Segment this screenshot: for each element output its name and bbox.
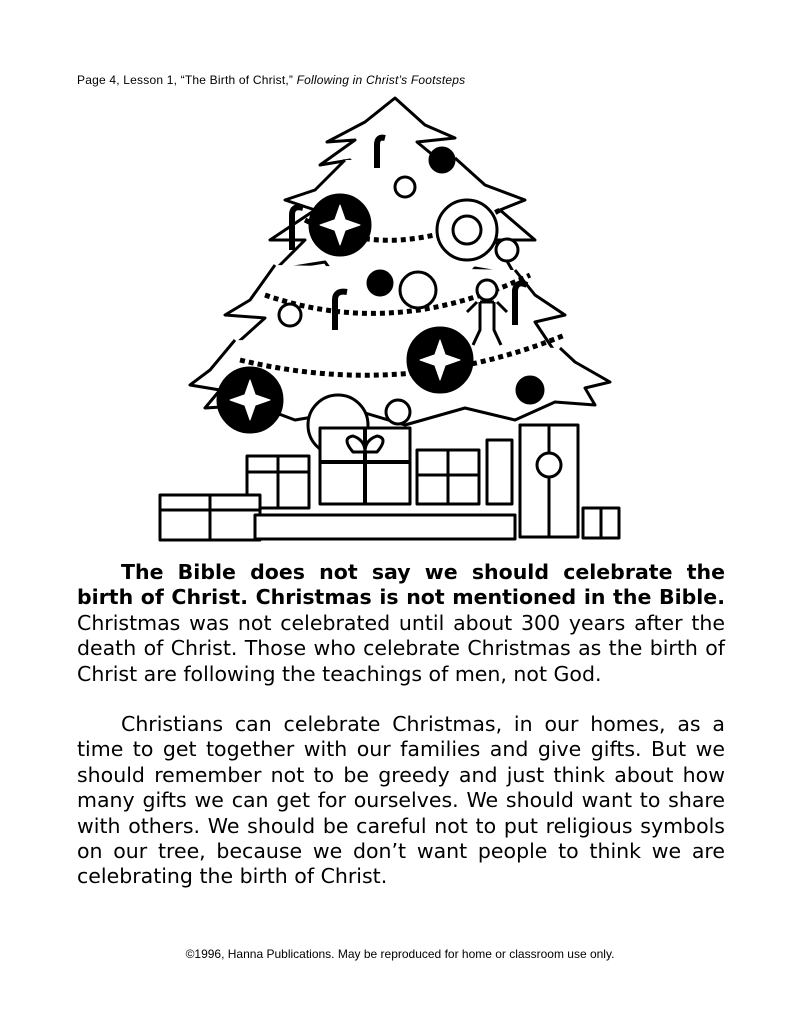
ornament-small-6 <box>517 377 543 403</box>
lesson-reference: Page 4, Lesson 1, “The Birth of Christ,” <box>77 73 294 87</box>
ornament-small-5 <box>279 304 301 326</box>
paragraph-2-text: Christians can celebrate Christmas, in our homes, as a time to get together with our families and give gifts. But we should remember not to be greedy and just think about how many gifts we can get for ourselves. We should want to share with others. We should be careful not to put religious symbols on our tree, because we don’t want people to think we are celebrating the birth of Christ. <box>77 712 725 889</box>
gift-box-4 <box>487 440 512 504</box>
lesson-body <box>77 560 725 890</box>
ornament-small-3 <box>395 177 415 197</box>
paragraph-2 <box>77 712 725 890</box>
page-header <box>77 73 465 87</box>
book-title: Following in Christ’s Footsteps <box>296 73 466 87</box>
ornament-small-1 <box>368 271 392 295</box>
gift-box-7 <box>255 515 515 539</box>
ornament-small-7 <box>386 400 410 424</box>
christmas-tree-illustration <box>155 90 625 545</box>
paragraph-1-emphasis: The Bible does not say we should celebrate the birth of Christ. Christmas is not mentioned in the Bible. <box>77 560 725 610</box>
christmas-tree-with-gifts-icon <box>155 90 625 545</box>
paragraph-1 <box>77 560 725 687</box>
ornament-small-2 <box>430 148 454 172</box>
ornament-light-2 <box>400 272 436 308</box>
paragraph-1-text: Christmas was not celebrated until about 300 years after the death of Christ. Those who celebrate Christmas as the birth of Christ are following the teachings of men, not God. <box>77 610 725 686</box>
copyright-footer: ©1996, Hanna Publications. May be reproduced for home or classroom use only. <box>185 947 615 961</box>
ornament-small-4 <box>496 239 518 261</box>
